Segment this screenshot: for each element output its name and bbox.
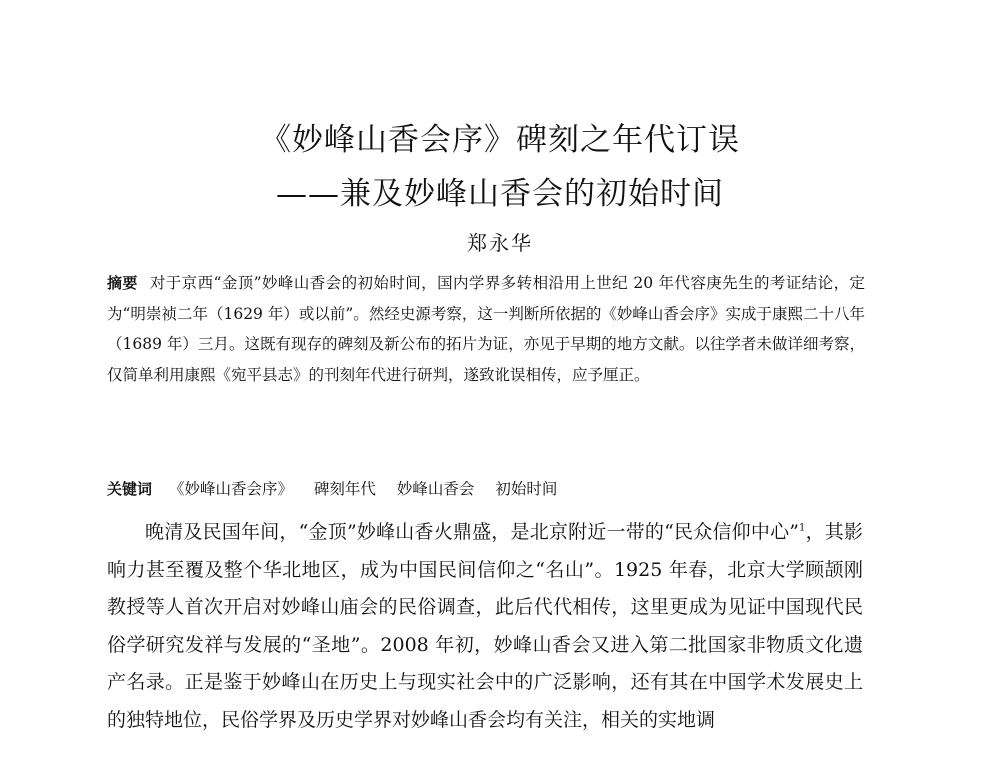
keyword-item: 《妙峰山香会序》 bbox=[168, 480, 293, 498]
article-title: 《妙峰山香会序》碑刻之年代订误 bbox=[260, 122, 740, 158]
body-text-continued: ，其影响力甚至覆及整个华北地区，成为中国民间信仰之“名山”。1925 年春，北京大学顾颉刚教授等人首次开启对妙峰山庙会的民俗调查，此后代代相传，这里更成为见证中国现代民俗学研究发祥与发展的“圣地”。2008 年初，妙峰山香会又进入第二批国家非物质文化遗产名录。正是鉴于妙峰山在历史上与现实社会中的广泛影响，还有其在中国学术发展史上的独特地位，民俗学界及历史学界对妙峰山香会均有关注，相关的实地调 bbox=[107, 521, 863, 731]
article-subtitle: ——兼及妙峰山香会的初始时间 bbox=[276, 176, 724, 212]
author-name: 郑永华 bbox=[467, 231, 533, 255]
keywords-line bbox=[107, 474, 865, 504]
abstract-text: 对于京西“金顶”妙峰山香会的初始时间，国内学界多转相沿用上世纪 20 年代容庚先生的考证结论，定为“明崇祯二年（1629 年）或以前”。然经史源考察，这一判断所依据的《妙峰山香会序》实成于康熙二十八年（1689 年）三月。这既有现存的碑刻及新公布的拓片为证，亦见于早期的地方文献。以往学者未做详细考察，仅简单利用康熙《宛平县志》的刊刻年代进行研判，遂致讹误相传，应予厘正。 bbox=[107, 274, 865, 384]
keyword-item: 初始时间 bbox=[495, 480, 558, 498]
keyword-item: 妙峰山香会 bbox=[396, 480, 475, 498]
body-text-start: 晚清及民国年间，“金顶”妙峰山香火鼎盛，是北京附近一带的“民众信仰中心” bbox=[145, 521, 799, 543]
abstract-label: 摘要 bbox=[107, 274, 138, 292]
abstract-paragraph bbox=[107, 268, 865, 390]
keyword-item: 碑刻年代 bbox=[313, 480, 376, 498]
footnote-marker[interactable]: 1 bbox=[799, 522, 806, 534]
body-paragraph bbox=[107, 514, 863, 739]
keywords-label: 关键词 bbox=[107, 480, 153, 498]
